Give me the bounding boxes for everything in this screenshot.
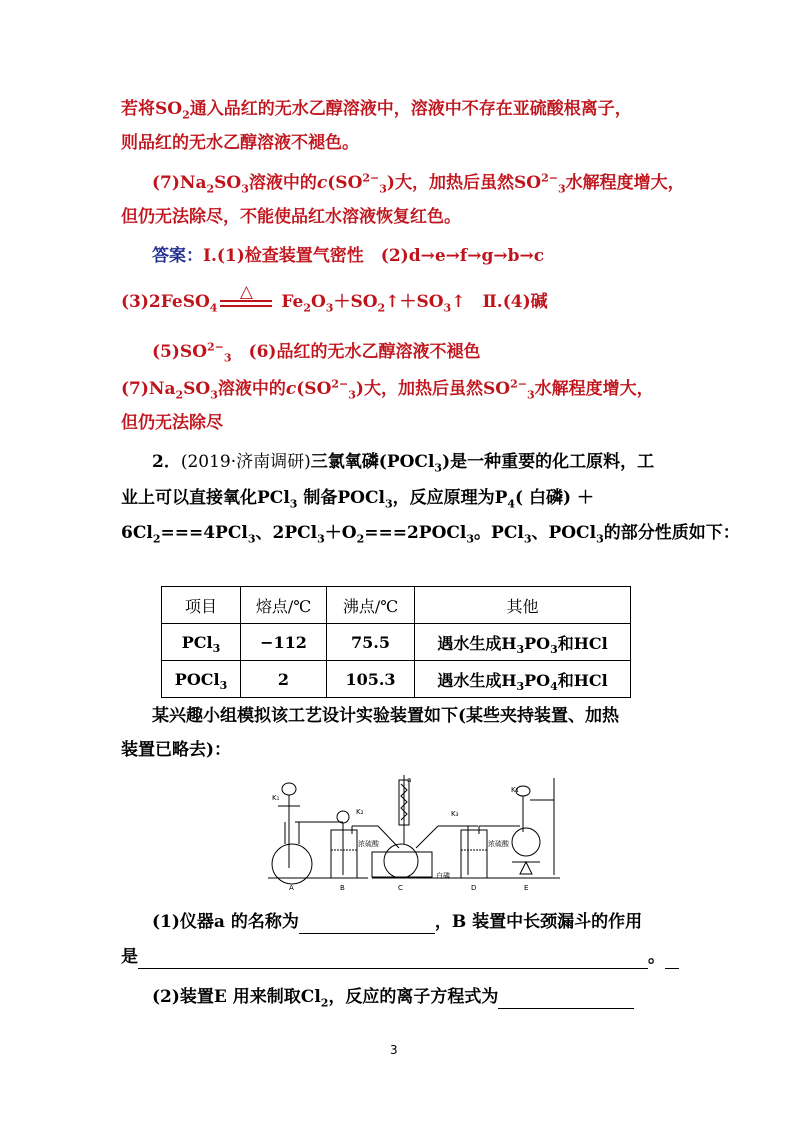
question-2-line-2: 业上可以直接氧化PCl$_3$ 制备POCl$_3$，反应原理为$P_4$( 白磷) ＋ bbox=[121, 488, 594, 511]
table-header-row bbox=[162, 587, 631, 624]
table-cell: 2 bbox=[241, 661, 327, 698]
label-E: E bbox=[524, 884, 529, 892]
question-source: (2019·济南调研) bbox=[180, 452, 311, 472]
label-k2: K₂ bbox=[356, 808, 364, 816]
table-cell: POCl$_3$ bbox=[162, 661, 241, 698]
label-k4: K₄ bbox=[511, 786, 519, 794]
label-k1: K₁ bbox=[272, 794, 280, 802]
table-header: 其他 bbox=[415, 587, 631, 624]
explanation-line-4: 但仍无法除尽，不能使品红水溶液恢复红色。 bbox=[121, 207, 461, 227]
label-C: C bbox=[398, 884, 403, 892]
heating-arrow: △ bbox=[217, 300, 275, 314]
properties-table bbox=[161, 586, 631, 698]
answer-label: 答案： bbox=[152, 246, 203, 266]
apparatus-intro-line-2: 装置已略去)： bbox=[121, 740, 232, 760]
table-cell: 遇水生成$H_3PO_3$和HCl bbox=[415, 624, 631, 661]
explanation-line-3: $(7)Na_2SO_3$溶液中的$c(SO^{2-}_3)$大，加热后虽然$SO^{2-}_3$水解程度增大， bbox=[152, 171, 685, 196]
page-number: 3 bbox=[390, 1043, 398, 1057]
label-A: A bbox=[289, 884, 294, 892]
answer-blank-2[interactable] bbox=[138, 968, 648, 969]
table-header: 沸点/℃ bbox=[327, 587, 415, 624]
question-part-1-line-1: (1)仪器a 的名称为 ，B 装置中长颈漏斗的作用 bbox=[152, 912, 643, 932]
answer-line-1: 答案：Ⅰ.(1)检查装置气密性 (2)d→e→f→g→b→c bbox=[152, 246, 545, 266]
apparatus-intro-line-1: 某兴趣小组模拟该工艺设计实验装置如下(某些夹持装置、加热 bbox=[152, 706, 620, 726]
answer-line-4: $(7)Na_2SO_3$溶液中的$c(SO^{2-}_3)$大，加热后虽然$SO^{2-}_3$水解程度增大， bbox=[121, 377, 654, 402]
label-k3: K₃ bbox=[451, 810, 459, 818]
explanation-line-1: 若将$SO_2$通入品红的无水乙醇溶液中，溶液中不存在亚硫酸根离子， bbox=[121, 99, 632, 122]
label-B: B bbox=[340, 884, 345, 892]
table-row bbox=[162, 661, 631, 698]
table-cell: PCl$_3$ bbox=[162, 624, 241, 661]
answer-blank-1[interactable] bbox=[299, 933, 435, 934]
answer-line-3: $(5)SO^{2-}_3$ (6)品红的无水乙醇溶液不褪色 bbox=[152, 340, 481, 365]
apparatus-diagram bbox=[268, 770, 568, 895]
question-part-2-line-1: (2)装置E 用来制取$Cl_2$，反应的离子方程式为 bbox=[152, 985, 634, 1009]
explanation-line-2: 则品红的无水乙醇溶液不褪色。 bbox=[121, 133, 359, 153]
table-cell: −112 bbox=[241, 624, 327, 661]
table-header: 熔点/℃ bbox=[241, 587, 327, 624]
flask-c bbox=[384, 844, 418, 878]
table-header: 项目 bbox=[162, 587, 241, 624]
question-2-line-1: 2．(2019·济南调研)三氯氧磷(POCl$_3$)是一种重要的化工原料，工 bbox=[152, 452, 655, 475]
table-cell: 75.5 bbox=[327, 624, 415, 661]
label-acid-b: 浓硫酸 bbox=[358, 840, 379, 848]
funnel-a bbox=[282, 783, 296, 795]
table-row bbox=[162, 624, 631, 661]
label-acid-d: 浓硫酸 bbox=[488, 840, 509, 848]
table-cell: 遇水生成$H_3PO_4$和HCl bbox=[415, 661, 631, 698]
question-part-1-line-2: 是 。 bbox=[121, 945, 679, 969]
flask-e bbox=[512, 828, 540, 856]
answer-line-2: (3)2FeSO$_4$ △ $Fe_2O_3+SO_2↑+SO_3↑$ Ⅱ.(4)碱 bbox=[121, 282, 548, 315]
table-cell: 105.3 bbox=[327, 661, 415, 698]
label-a: a bbox=[407, 776, 412, 784]
question-2-line-3: $6Cl_2===4PCl_3$、$2PCl_3+O_2===2POCl_3$。PCl$_3$、POCl$_3$的部分性质如下： bbox=[121, 523, 740, 546]
bottle-b bbox=[331, 830, 357, 878]
answer-blank-3[interactable] bbox=[498, 1008, 634, 1009]
bottle-d bbox=[461, 830, 487, 878]
label-D: D bbox=[471, 884, 477, 892]
label-white-p: 白磷 bbox=[436, 872, 450, 880]
water-bath-c bbox=[372, 852, 432, 877]
answer-line-5: 但仍无法除尽 bbox=[121, 413, 223, 433]
question-number: 2． bbox=[152, 452, 181, 472]
